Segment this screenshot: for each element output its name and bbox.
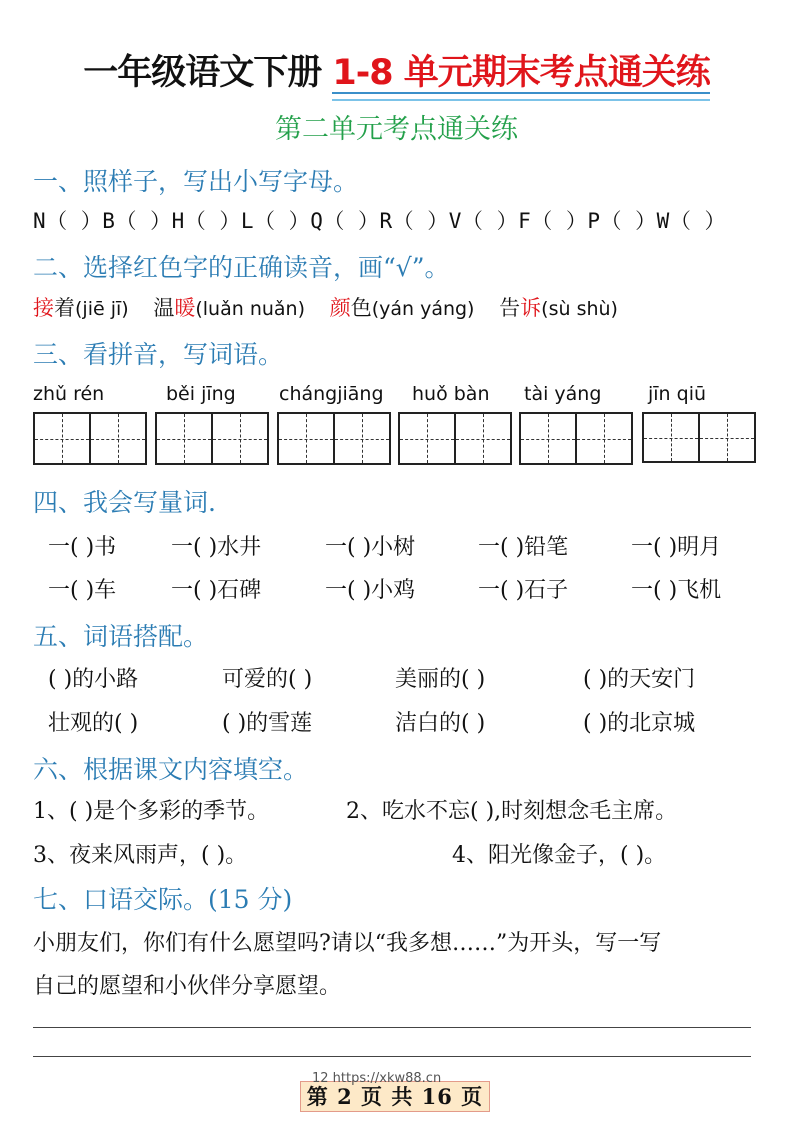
page-number-badge: 第 2 页 共 16 页 [300,1081,490,1112]
answer-line[interactable] [33,1027,751,1028]
word-match-item[interactable]: 洁白的( ) [395,711,486,736]
letter-item[interactable]: H（ ） [171,209,241,233]
pinyin-label: zhǔ rén [33,383,105,405]
section-7-heading: 七、口语交际。(15 分) [33,885,293,914]
fill-blank-q4[interactable]: 4、阳光像金子，( )。 [452,843,667,868]
pronunciation-item[interactable]: 接着(jiē jī) [33,296,129,320]
measure-word-item[interactable]: 一( )飞机 [631,578,722,603]
section-1-heading: 一、照样子，写出小写字母。 [33,167,359,196]
letter-item[interactable]: V（ ） [448,209,519,233]
pronunciation-item[interactable]: 告诉(sù shù) [499,296,618,320]
writing-grid[interactable] [519,412,633,465]
letter-item[interactable]: P（ ） [587,209,657,233]
letter-item[interactable]: R（ ） [379,209,449,233]
measure-word-item[interactable]: 一( )明月 [631,535,722,560]
fill-blank-q1[interactable]: 1、( )是个多彩的季节。 [33,799,270,824]
speaking-prompt-line1: 小朋友们，你们有什么愿望吗?请以“我多想……”为开头，写一写 [33,931,662,956]
pinyin-label: tài yáng [524,383,602,405]
page-title [0,45,793,95]
measure-word-item[interactable]: 一( )车 [48,578,117,603]
letter-item[interactable]: L（ ） [240,209,311,233]
writing-grid[interactable] [33,412,147,465]
section-5-heading: 五、词语搭配。 [33,622,209,651]
fill-blank-q3[interactable]: 3、夜来风雨声，( )。 [33,843,248,868]
measure-word-item[interactable]: 一( )小树 [325,535,416,560]
letter-item[interactable]: Q（ ） [310,209,380,233]
measure-word-item[interactable]: 一( )石子 [478,578,569,603]
letter-item[interactable]: B（ ） [102,209,172,233]
word-match-item[interactable]: ( )的小路 [48,667,139,692]
word-match-item[interactable]: 美丽的( ) [395,667,486,692]
answer-line[interactable] [33,1056,751,1057]
title-grade: 一年级语文下册 [83,53,322,93]
word-match-item[interactable]: ( )的天安门 [583,667,696,692]
title-unit-range: 1-8 单元期末考点通关练 [332,45,709,95]
pinyin-label: chángjiāng [279,383,384,405]
letter-item[interactable]: F（ ） [518,209,588,233]
letter-item[interactable]: N（ ） [33,209,103,233]
writing-grid[interactable] [398,412,512,465]
pinyin-label: jīn qiū [648,383,707,405]
word-match-item[interactable]: 可爱的( ) [222,667,313,692]
writing-grid[interactable] [642,412,756,463]
pronunciation-item[interactable]: 温暖(luǎn nuǎn) [153,296,305,320]
writing-grid[interactable] [155,412,269,465]
measure-word-item[interactable]: 一( )铅笔 [478,535,569,560]
letter-item[interactable]: W（ ） [656,209,726,233]
section-4-heading: 四、我会写量词. [33,488,216,517]
section-2-heading: 二、选择红色字的正确读音，画“√”。 [33,253,450,282]
letter-row [33,205,726,235]
section-6-heading: 六、根据课文内容填空。 [33,755,309,784]
section-3-heading: 三、看拼音，写词语。 [33,340,284,369]
pronunciation-item[interactable]: 颜色(yán yáng) [329,296,475,320]
measure-word-item[interactable]: 一( )石碑 [171,578,262,603]
word-match-item[interactable]: 壮观的( ) [48,711,139,736]
measure-word-item[interactable]: 一( )水井 [171,535,262,560]
fill-blank-q2[interactable]: 2、吃水不忘( ),时刻想念毛主席。 [346,799,678,824]
word-match-item[interactable]: ( )的雪莲 [222,711,313,736]
measure-word-item[interactable]: 一( )小鸡 [325,578,416,603]
measure-word-item[interactable]: 一( )书 [48,535,117,560]
writing-grid[interactable] [277,412,391,465]
watermark: 12 https://xkw88.cn [312,1071,442,1086]
speaking-prompt-line2: 自己的愿望和小伙伴分享愿望。 [33,974,342,999]
pinyin-label: běi jīng [166,383,236,405]
pronunciation-row [33,292,618,322]
page-subtitle: 第二单元考点通关练 [275,114,518,145]
pinyin-label: huǒ bàn [412,383,490,405]
word-match-item[interactable]: ( )的北京城 [583,711,696,736]
